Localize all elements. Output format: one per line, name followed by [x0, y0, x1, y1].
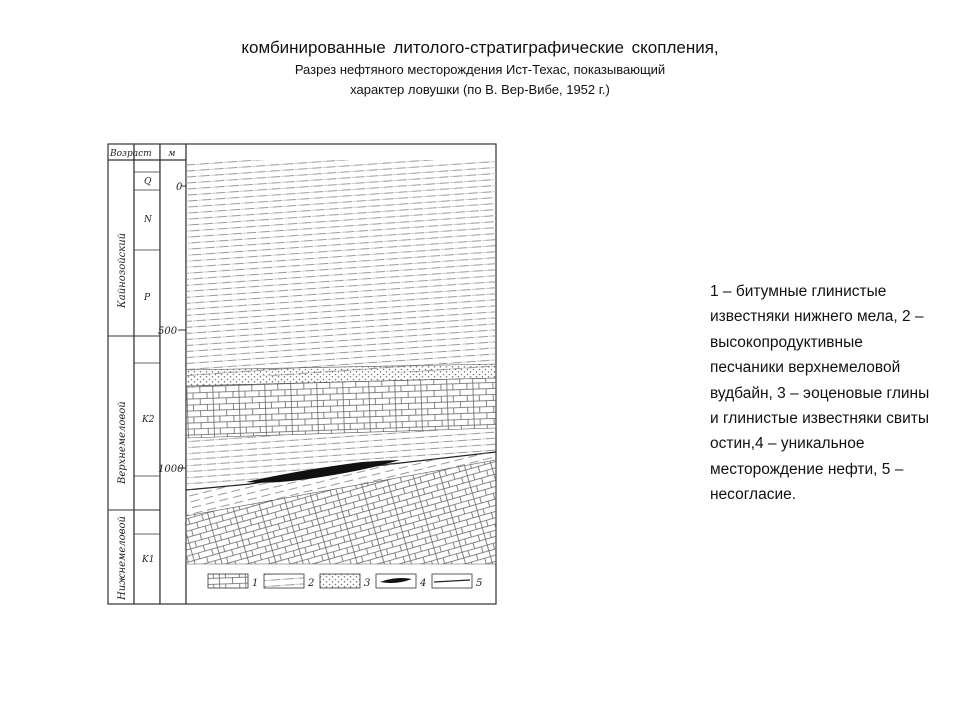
legend-swatch-1 [208, 574, 248, 588]
geologic-section-figure [100, 138, 510, 610]
legend-swatch-2 [264, 574, 304, 588]
depth-mark-500: 500 [158, 326, 178, 337]
legend-number-4: 4 [420, 578, 427, 589]
upper-limestone-layer [186, 378, 496, 438]
figure-subtitle-line-1: Разрез нефтяного месторождения Ист-Техас, показывающий [294, 62, 666, 77]
legend-number-5: 5 [476, 578, 483, 589]
legend-swatch-3 [320, 574, 360, 588]
figure-subtitle-line-2: характер ловушки (по В. Вер-Вибе, 1952 г.) [350, 82, 610, 97]
age-label-cenozoic: Кайнозойский [117, 232, 128, 308]
index-label-p: P [144, 293, 151, 303]
age-header: Возраст [110, 149, 152, 159]
index-label-k2: K2 [142, 415, 155, 425]
cenozoic-clay-layer [186, 160, 496, 378]
index-label-k1: K1 [142, 555, 155, 565]
legend-number-1: 1 [252, 578, 259, 589]
age-label-upper-cretaceous: Верхнемеловой [117, 401, 128, 484]
title-block [130, 36, 830, 100]
index-column [134, 144, 160, 604]
legend-caption: 1 – битумные глинистые известняки нижнего мела, 2 – высокопродуктивные песчаники верхнемеловой вудбайн, 3 – эоценовые глины и глинистые известняки свиты остин,4 – уникальное месторождение нефти, 5 – несогласие. [710, 283, 930, 504]
legend-number-2: 2 [308, 578, 315, 589]
depth-mark-0: 0 [176, 182, 183, 193]
figure-title: комбинированные литолого-стратиграфические скопления, [241, 38, 719, 57]
age-label-lower-cretaceous: Нижнемеловой [117, 516, 128, 600]
depth-unit-header: м [168, 149, 176, 159]
index-label-q: Q [144, 177, 152, 187]
legend-number-3: 3 [364, 578, 371, 589]
depth-mark-1000: 1000 [158, 464, 184, 475]
depth-column [160, 144, 186, 604]
index-label-n: N [144, 215, 152, 225]
